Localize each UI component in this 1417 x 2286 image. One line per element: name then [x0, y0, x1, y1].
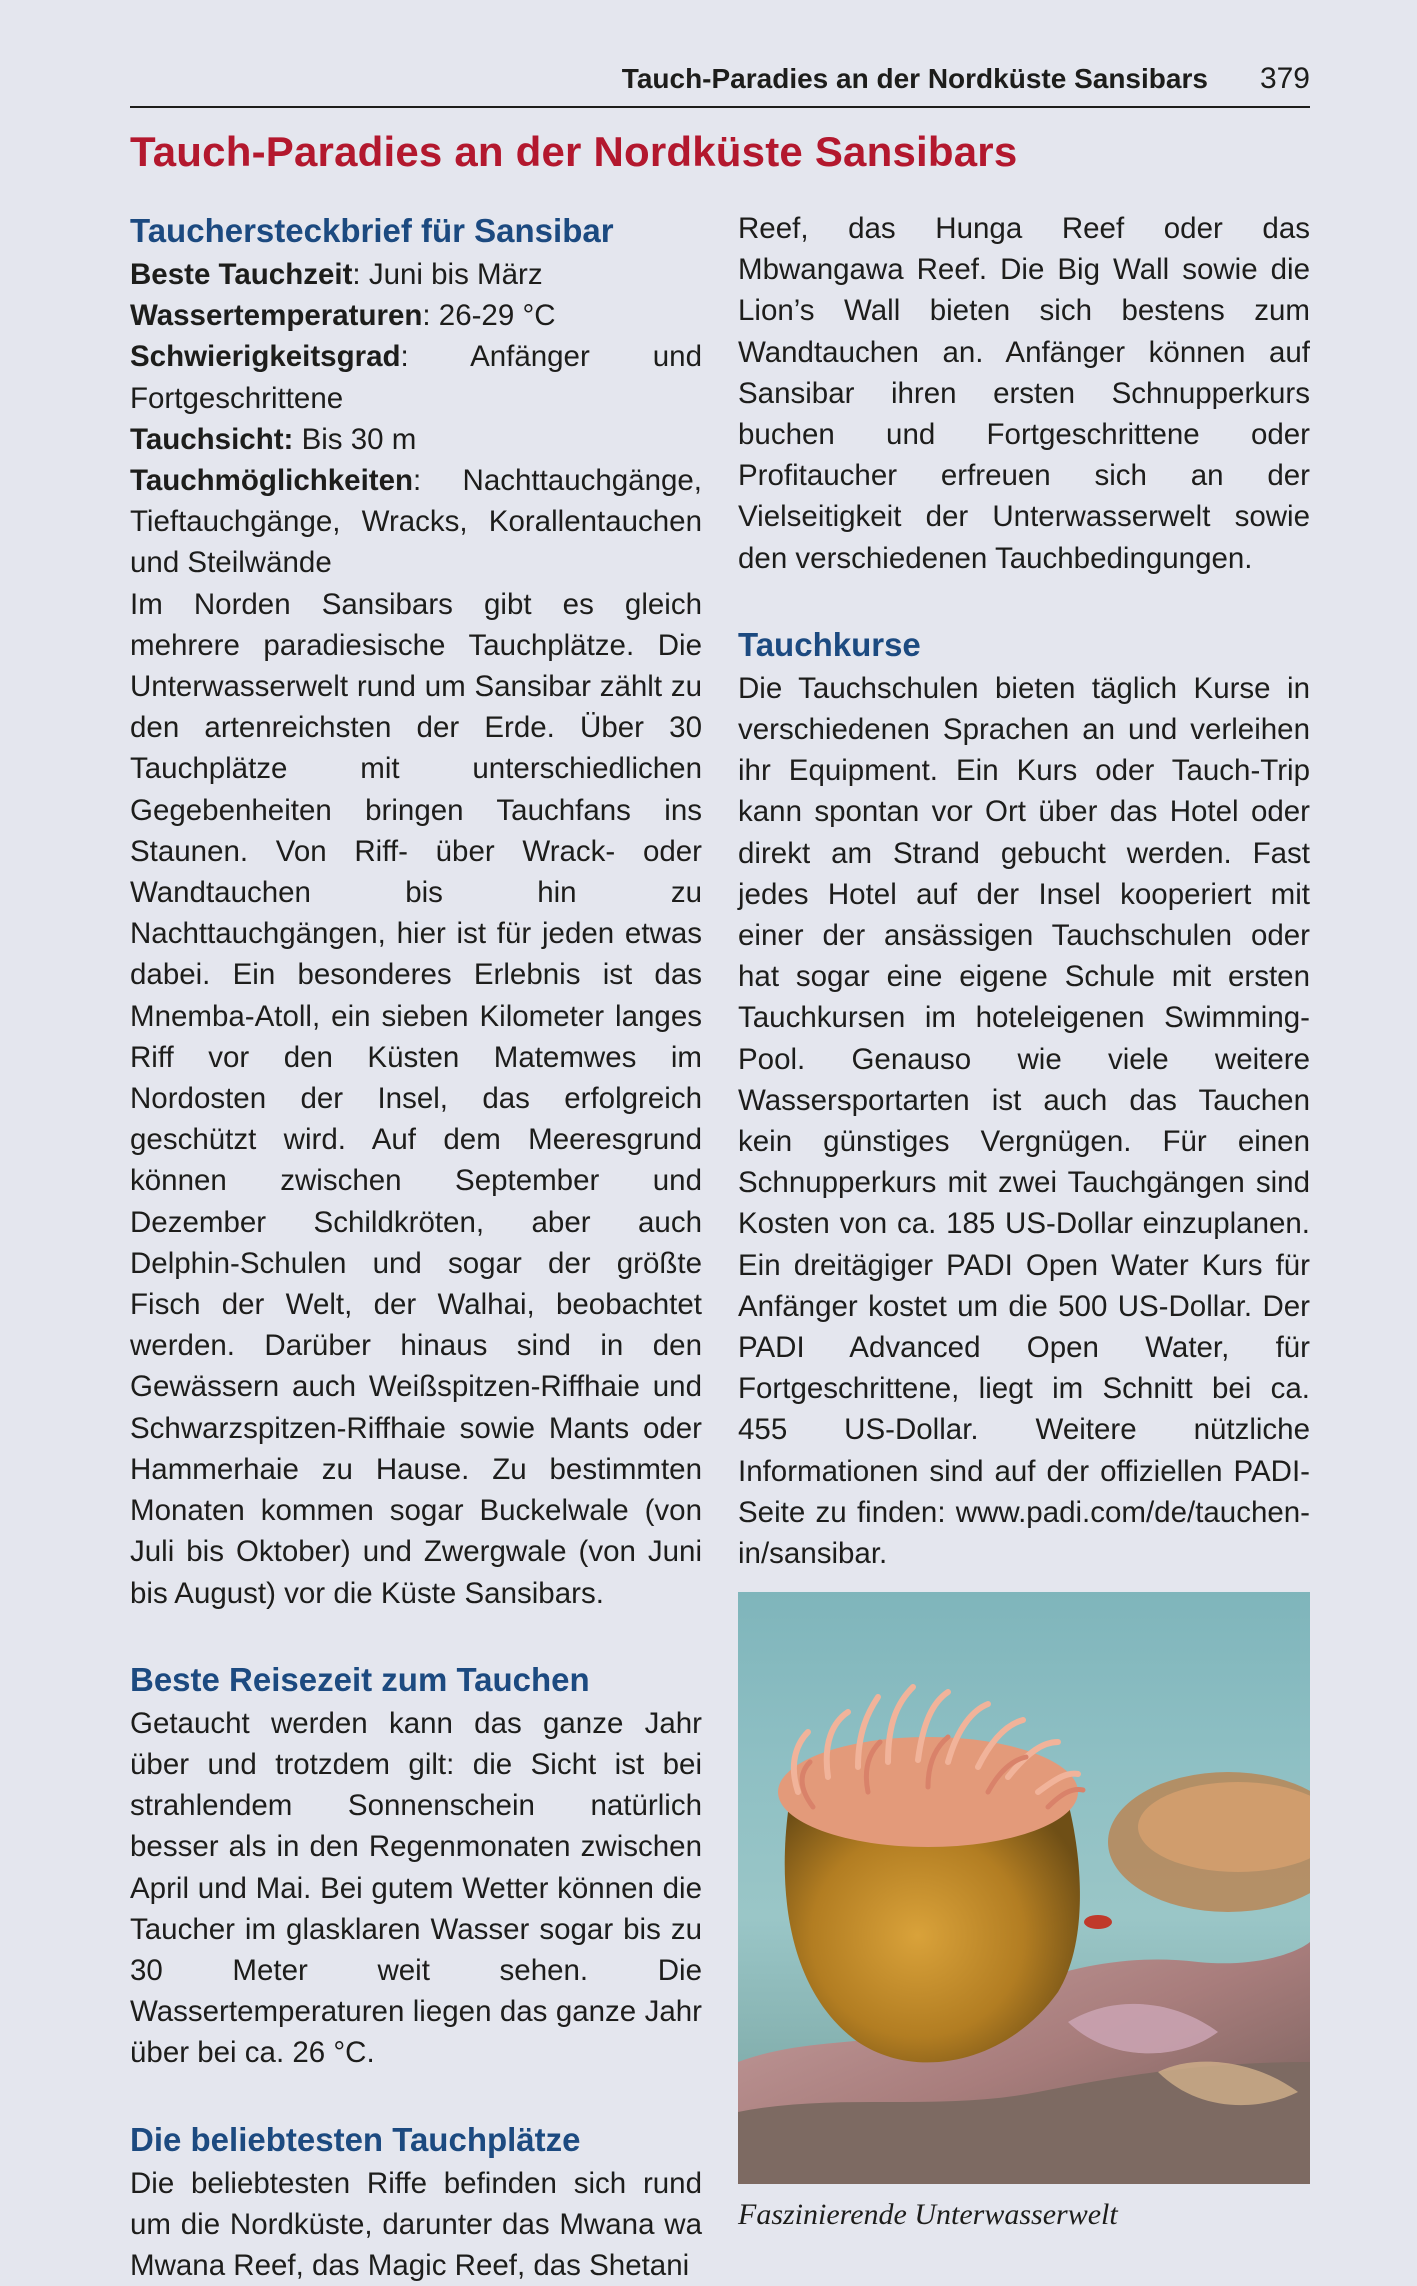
tauchplaetze-text-part2: Reef, das Hunga Reef oder das Mbwangawa Reef. Die Big Wall sowie die Lion’s Wall bieten sich bestens zum Wandtauchen an. Anfänger können auf Sansibar ihren ersten Schnupperkurs buchen und Fortgeschrittene oder Profitaucher erfreuen sich an der Vielseitigkeit der Unterwasserwelt sowie den verschiedenen Tauchbedingungen. [738, 212, 1310, 575]
steckbrief-intro-text: Im Norden Sansibars gibt es gleich mehrere paradiesische Tauchplätze. Die Unterwasserwelt rund um Sansibar zählt zu den artenreichsten der Erde. Über 30 Tauchplätze mit unterschiedlichen Gegebenheiten bringen Tauchfans ins Staunen. Von Riff- über Wrack- oder Wandtauchen bis hin zu Nachttauchgängen, hier ist für jeden etwas dabei. Ein besonderes Erlebnis ist das Mnemba-Atoll, ein sieben Kilometer langes Riff vor den Küsten Matemwes im Nordosten der Insel, das erfolgreich geschützt wird. Auf dem Meeresgrund können zwischen September und Dezember Schildkröten, aber auch Delphin-Schulen und sogar der größte Fisch der Welt, der Walhai, beobachtet werden. Darüber hinaus sind in den Gewässern auch Weißspitzen-Riffhaie und Schwarzspitzen-Riffhaie sowie Mants oder Hammerhaie zu Hause. Zu bestimmten Monaten kommen sogar Buckelwale (von Juli bis Oktober) und Zwergwale (von Juni bis August) vor die Küste Sansibars. [130, 587, 702, 1610]
fact-label: Tauchsicht: [130, 422, 294, 456]
fact-label: Tauchmöglichkeiten [130, 464, 414, 498]
fact-value: Juni bis März [368, 258, 543, 291]
page-number: 379 [1259, 62, 1310, 95]
fact-label: Beste Tauchzeit [130, 258, 353, 291]
right-column [738, 208, 1310, 2236]
reisezeit-heading: Beste Reisezeit zum Tauchen [130, 1660, 590, 1698]
sea-anemone-illustration [738, 1592, 1310, 2184]
fact-tauchzeit: Beste Tauchzeit: Juni bis März [130, 258, 543, 291]
steckbrief-heading: Tauchersteckbrief für Sansibar [130, 212, 614, 249]
running-head [130, 62, 1310, 96]
reisezeit-text: Getaucht werden kann das ganze Jahr über und trotzdem gilt: die Sicht ist bei strahlendem Sonnenschein natürlich besser als in den Regenmonaten zwischen April und Mai. Bei gutem Wetter können die Taucher im glasklaren Wasser sogar bis zu 30 Meter weit sehen. Die Wassertemperaturen liegen das ganze Jahr über bei ca. 26 °C. [130, 1706, 702, 2070]
header-rule [130, 106, 1310, 108]
fact-tauchmoeglichkeiten: Tauchmöglichkeiten: Nachttauchgänge, Tieftauchgänge, Wracks, Korallentauchen und Steilwände [130, 464, 702, 580]
page-title: Tauch-Paradies an der Nordküste Sansibars [130, 128, 1018, 175]
tauchkurse-text: Die Tauchschulen bieten täglich Kurse in verschiedenen Sprachen an und verleihen ihr Equipment. Ein Kurs oder Tauch-Trip kann spontan vor Ort über das Hotel oder direkt am Strand gebucht werden. Fast jedes Hotel auf der Insel kooperiert mit einer der ansässigen Tauchschulen oder hat sogar eine eigene Schule mit ersten Tauchkursen im hoteleigenen Swimming-Pool. Genauso wie viele weitere Wassersportarten ist auch das Tauchen kein günstiges Vergnügen. Für einen Schnupperkurs mit zwei Tauchgängen sind Kosten von ca. 185 US-Dollar einzuplanen. Ein dreitägiger PADI Open Water Kurs für Anfänger kostet um die 500 US-Dollar. Der PADI Advanced Open Water, für Fortgeschrittene, liegt im Schnitt bei ca. 455 US-Dollar. Weitere nützliche Informationen sind auf der offiziellen PADI-Seite zu finden: www.padi.com/de/tauchen-in/sansibar. [738, 671, 1310, 1571]
fact-tauchsicht [130, 419, 702, 460]
left-column [130, 208, 702, 2286]
fact-value: Anfänger und Fortgeschrittene [130, 340, 702, 415]
fact-wassertemperaturen: Wassertemperaturen: 26-29 °C [130, 299, 556, 333]
underwater-photo [738, 1592, 1310, 2184]
fact-label: Wassertemperaturen [130, 299, 423, 333]
fact-value: 26-29 °C [438, 299, 556, 333]
fact-schwierigkeitsgrad: Schwierigkeitsgrad: Anfänger und Fortgeschrittene [130, 340, 702, 415]
tauchplaetze-text-part1: Die beliebtesten Riffe befinden sich rund um die Nordküste, darunter das Mwana wa Mwana Reef, das Magic Reef, das Shetani [130, 2166, 702, 2282]
tauchplaetze-heading: Die beliebtesten Tauchplätze [130, 2120, 581, 2158]
photo-caption: Faszinierende Unterwasserwelt [738, 2198, 1118, 2232]
running-title: Tauch-Paradies an der Nordküste Sansibars [621, 63, 1208, 94]
fact-label: Schwierigkeitsgrad [130, 340, 401, 374]
fact-value: Bis 30 m [301, 422, 417, 456]
tauchkurse-heading: Tauchkurse [738, 625, 921, 663]
fact-value: Nachttauchgänge, Tieftauchgänge, Wracks, Korallentauchen und Steilwände [130, 464, 702, 580]
